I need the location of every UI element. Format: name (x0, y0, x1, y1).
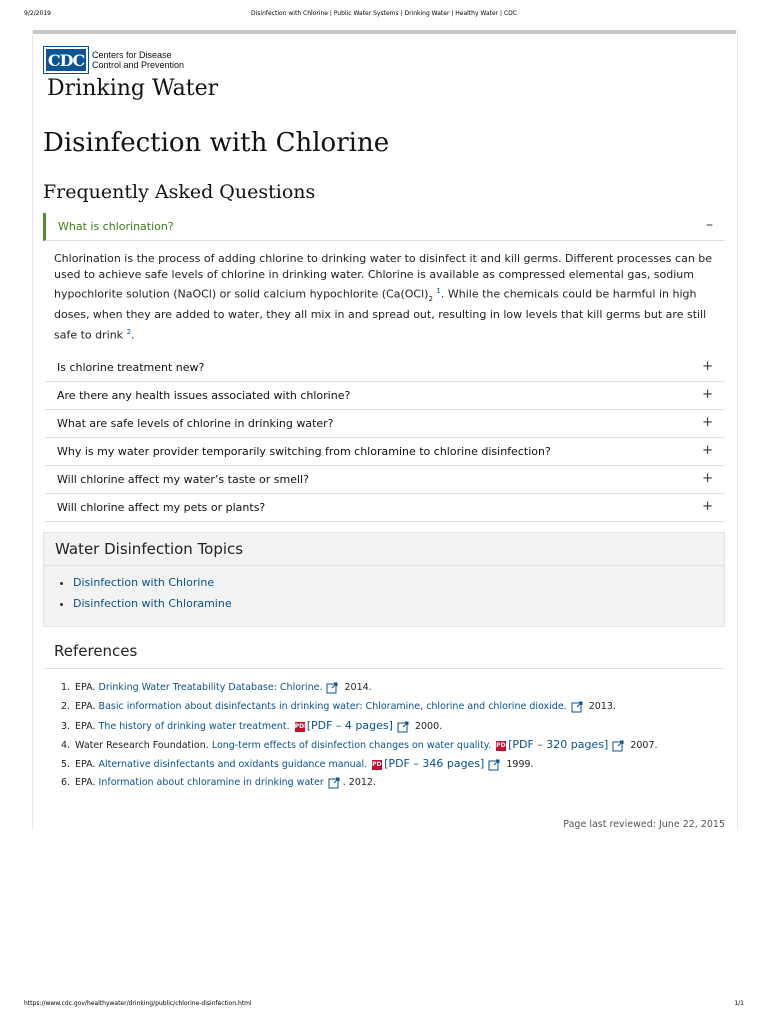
reference-year: 2007. (630, 740, 658, 751)
pdf-icon: PDF (372, 760, 386, 768)
faq-item[interactable] (45, 354, 725, 382)
reference-item (61, 716, 721, 735)
print-header (0, 10, 768, 22)
print-date: 9/2/2019 (24, 10, 51, 17)
reference-number: 4. (61, 740, 71, 751)
faq-item[interactable] (45, 410, 725, 438)
faq-question: Will chlorine affect my pets or plants? (57, 501, 266, 514)
faq-question: What is chlorination? (58, 220, 174, 233)
reference-link[interactable]: Information about chloramine in drinking water (98, 777, 324, 788)
reference-source: EPA. (75, 721, 96, 732)
faq-heading: Frequently Asked Questions (43, 181, 316, 203)
topics-heading: Water Disinfection Topics (55, 540, 244, 558)
reference-link[interactable]: The history of drinking water treatment. (98, 721, 290, 732)
reference-number: 5. (61, 759, 71, 770)
list-item (73, 593, 232, 614)
faq-item-open-header[interactable] (43, 213, 725, 241)
site-title[interactable]: Drinking Water (47, 76, 219, 101)
reference-number: 3. (61, 721, 71, 732)
reference-item (61, 678, 721, 697)
faq-item[interactable] (45, 382, 725, 410)
pdf-link[interactable]: [PDF – 346 pages] (384, 757, 485, 770)
reference-link[interactable]: Alternative disinfectants and oxidants guidance manual. (98, 759, 368, 770)
list-item (73, 572, 232, 593)
answer-text-1: Chlorination is the process of adding chlorine to drinking water to disinfect it and kill germs. Different processes can be used to achieve safe levels of chlorine in drinking water. Chlorine is available as compressed elemental gas, sodium hypochlorite solution (NaOCl) or solid calcium hypochlorite (Ca(OCl) (54, 252, 713, 302)
pdf-icon: PDF (294, 722, 309, 730)
reference-year: . 2012. (342, 777, 376, 788)
external-link-icon[interactable] (571, 701, 583, 713)
reference-year: 2014. (344, 682, 372, 693)
faq-item[interactable] (45, 438, 725, 466)
faq-question: Will chlorine affect my water’s taste or smell? (57, 473, 309, 486)
footnote-link-2[interactable]: 2 (126, 327, 132, 336)
reference-number: 6. (61, 777, 71, 788)
expand-icon[interactable]: + (702, 471, 713, 486)
topics-divider (44, 565, 724, 566)
org-name-line1: Centers for Disease (92, 50, 172, 60)
answer-subscript: 2 (428, 295, 433, 304)
reference-item (61, 697, 721, 716)
external-link-icon[interactable] (328, 777, 340, 789)
reference-number: 2. (61, 701, 71, 712)
reference-source: EPA. (75, 682, 96, 693)
external-link-icon[interactable] (612, 740, 624, 752)
references-divider (43, 668, 725, 669)
reference-number: 1. (61, 682, 71, 693)
collapse-icon[interactable]: – (706, 217, 713, 233)
faq-question: Is chlorine treatment new? (57, 361, 205, 374)
external-link-icon[interactable] (326, 682, 338, 694)
reference-year: 1999. (506, 759, 534, 770)
topic-link-chlorine[interactable]: Disinfection with Chlorine (73, 576, 215, 589)
expand-icon[interactable]: + (702, 415, 713, 430)
answer-text-2: . While the chemicals could be harmful in high doses, when they are added to water, they all mix in and spread out, resulting in low levels that kill germs but are still safe to drink (54, 288, 707, 342)
cdc-logo-mark: CDC (43, 46, 89, 74)
external-link-icon[interactable] (397, 721, 409, 733)
reference-source: EPA. (75, 777, 96, 788)
faq-answer (54, 251, 716, 344)
print-page-count: 1/1 (734, 1000, 744, 1007)
reference-link[interactable]: Long-term effects of disinfection changes on water quality. (211, 740, 492, 751)
topics-list (55, 572, 232, 614)
reference-year: 2013. (588, 701, 616, 712)
print-footer (0, 1000, 768, 1012)
expand-icon[interactable]: + (702, 359, 713, 374)
references-heading: References (54, 642, 138, 660)
pdf-link[interactable]: [PDF – 4 pages] (306, 719, 393, 732)
reference-source: EPA. (75, 701, 96, 712)
reference-source: Water Research Foundation. (75, 740, 209, 751)
print-url: https://www.cdc.gov/healthywater/drinking/public/chlorine-disinfection.html (24, 1000, 252, 1007)
faq-question: Are there any health issues associated with chlorine? (57, 389, 351, 402)
references-list (61, 678, 721, 792)
reference-link[interactable]: Drinking Water Treatability Database: Chlorine. (98, 682, 323, 693)
faq-item[interactable] (45, 494, 725, 522)
faq-question: What are safe levels of chlorine in drinking water? (57, 417, 334, 430)
cdc-org-name (92, 50, 184, 70)
answer-text-end: . (131, 328, 135, 342)
last-reviewed: Page last reviewed: June 22, 2015 (563, 819, 725, 830)
cdc-logo[interactable] (43, 47, 184, 73)
footnote-link-1[interactable]: 1 (436, 287, 441, 296)
topic-link-chloramine[interactable]: Disinfection with Chloramine (73, 597, 232, 610)
topics-box (43, 532, 725, 627)
reference-item (61, 754, 721, 773)
page-title: Disinfection with Chlorine (43, 128, 390, 158)
pdf-link[interactable]: [PDF – 320 pages] (508, 738, 609, 751)
reference-link[interactable]: Basic information about disinfectants in drinking water: Chloramine, chlorine and chlorine dioxide. (98, 701, 567, 712)
faq-question: Why is my water provider temporarily switching from chloramine to chlorine disinfection? (57, 445, 551, 458)
external-link-icon[interactable] (488, 759, 500, 771)
faq-item[interactable] (45, 466, 725, 494)
reference-source: EPA. (75, 759, 96, 770)
print-doc-title: Disinfection with Chlorine | Public Water Systems | Drinking Water | Healthy Water | CDC (251, 10, 517, 17)
reference-item (61, 735, 721, 754)
pdf-icon: PDF (496, 741, 510, 749)
expand-icon[interactable]: + (702, 387, 713, 402)
reference-item (61, 773, 721, 792)
org-name-line2: Control and Prevention (92, 60, 185, 70)
reference-year: 2000. (414, 721, 443, 732)
expand-icon[interactable]: + (702, 443, 713, 458)
expand-icon[interactable]: + (702, 499, 713, 514)
